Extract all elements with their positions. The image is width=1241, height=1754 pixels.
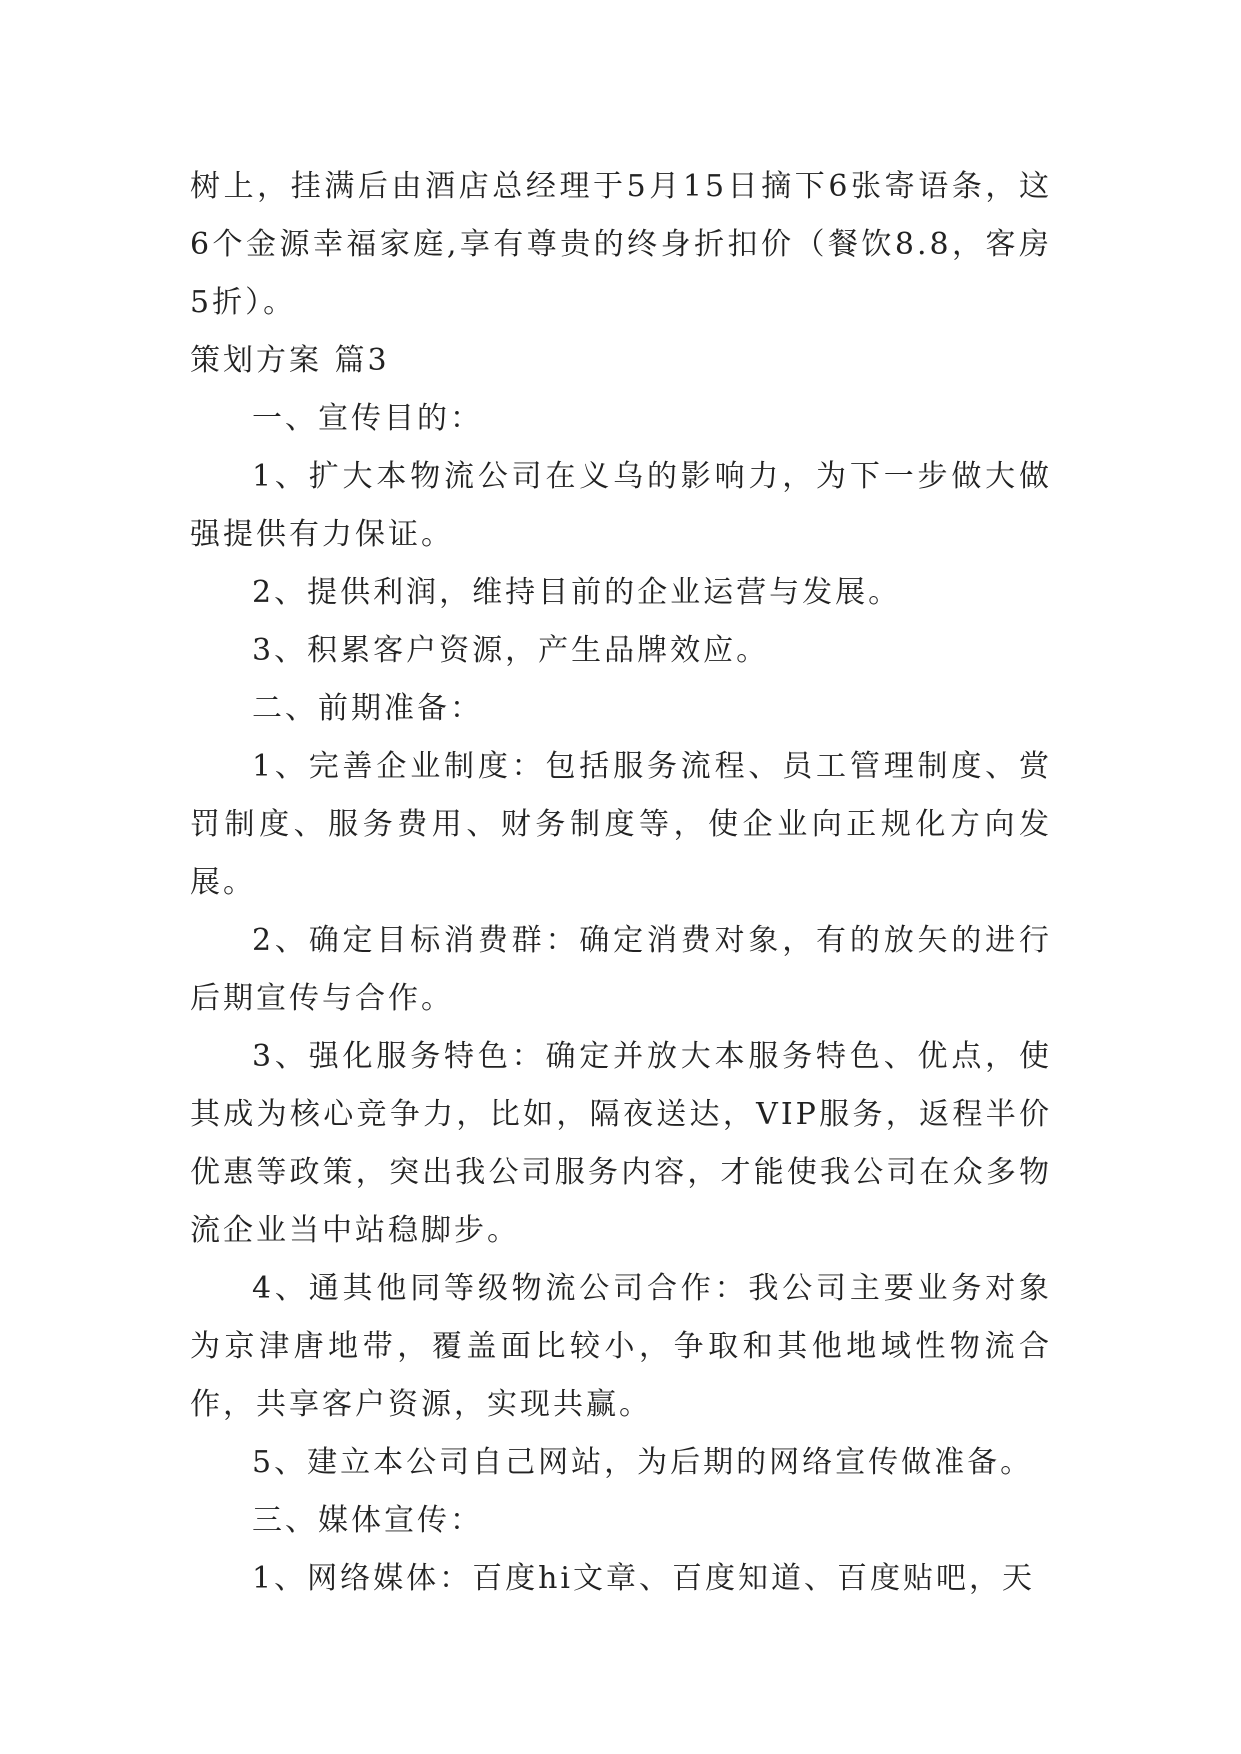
section-heading-preparation: 二、前期准备： (252, 691, 483, 726)
section-heading-media: 三、媒体宣传： (252, 1503, 483, 1538)
paragraph-item: 1、扩大本物流公司在义乌的影响力，为下一步做大做强提供有力保证。 (190, 459, 1052, 552)
paragraph-item: 1、完善企业制度：包括服务流程、员工管理制度、赏罚制度、服务费用、财务制度等，使企业向正规化方向发展。 (190, 749, 1052, 900)
section-heading-purpose: 一、宣传目的： (252, 401, 483, 436)
paragraph-continuation: 树上，挂满后由酒店总经理于5月15日摘下6张寄语条，这6个金源幸福家庭,享有尊贵的终身折扣价（餐饮8.8，客房5折）。 (190, 169, 1052, 320)
document-body (190, 158, 1052, 1608)
paragraph-item: 2、确定目标消费群：确定消费对象，有的放矢的进行后期宣传与合作。 (190, 923, 1052, 1016)
paragraph-item: 1、网络媒体：百度hi文章、百度知道、百度贴吧，天 (252, 1561, 1036, 1596)
paragraph-item: 2、提供利润，维持目前的企业运营与发展。 (252, 575, 902, 610)
paragraph-item: 3、积累客户资源，产生品牌效应。 (252, 633, 770, 668)
paragraph-item: 5、建立本公司自己网站，为后期的网络宣传做准备。 (252, 1445, 1034, 1480)
paragraph-item: 3、强化服务特色：确定并放大本服务特色、优点，使其成为核心竞争力，比如，隔夜送达，VIP服务，返程半价优惠等政策，突出我公司服务内容，才能使我公司在众多物流企业当中站稳脚步。 (190, 1039, 1052, 1248)
paragraph-item: 4、通其他同等级物流公司合作：我公司主要业务对象为京津唐地带，覆盖面比较小，争取和其他地域性物流合作，共享客户资源，实现共赢。 (190, 1271, 1052, 1422)
section-title: 策划方案 篇3 (190, 343, 390, 378)
